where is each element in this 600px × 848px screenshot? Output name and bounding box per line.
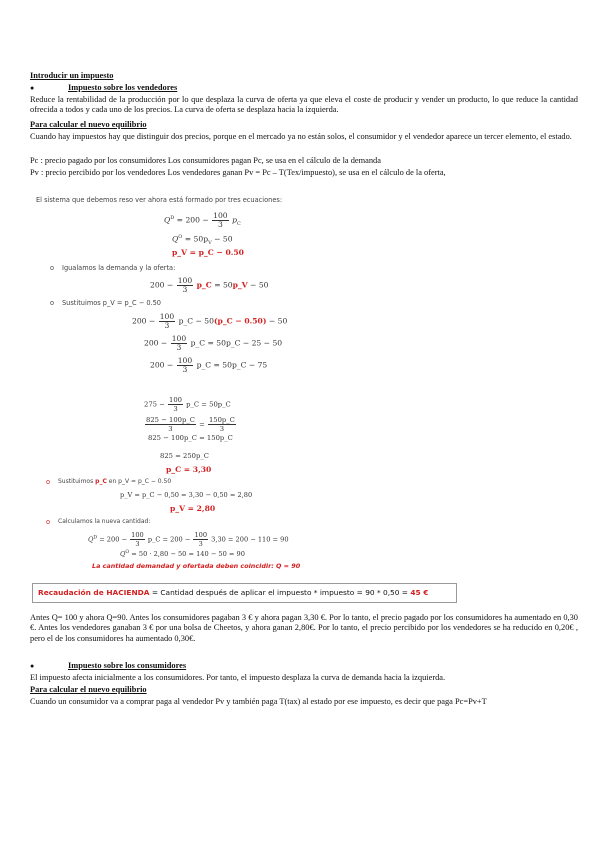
calc-paragraph: Cuando hay impuestos hay que distinguir dos precios, porque en el mercado ya no están solos, el consumidor y el vendedor aparece un tercer elemento, el estado. — [30, 132, 572, 141]
equation-quantity-supply: $Q^O = 50 \cdot 2,80 - 50 = 140 - 50 = 90$ — [120, 550, 245, 559]
bullet-icon: ● — [30, 662, 35, 670]
section2-calc-heading: Para calcular el nuevo equilibrio — [30, 685, 147, 694]
tax-revenue-formula: = Cantidad después de aplicar el impuesto * impuesto = 90 * 0,50 = — [149, 588, 411, 597]
system-intro: El sistema que debemos reso ver ahora está formado por tres ecuaciones: — [36, 196, 283, 204]
step-substitute-pc: Sustituimos p_C en p_V = p_C − 0.50 — [58, 478, 172, 485]
equation-pv: p_V = p_C − 0,50 = 3,30 − 0,50 = 2,80 — [120, 491, 253, 499]
equation-substituted: 200 − $\frac{100}{3}$ p_C − 50(p_C − 0.50) − 50 — [132, 312, 288, 330]
result-pc: p_C = 3,30 — [166, 465, 212, 474]
equation-demand: $Q^D = 200$ − $\frac{100}{3}$ $p_C$ — [164, 211, 241, 229]
result-pv: p_V = 2,80 — [170, 504, 216, 513]
equation-step-825-fraction: $\frac{825 - 100p\_C}{3}$ = $\frac{150p\_C}{3}$ — [146, 416, 235, 433]
step-bullet-icon: o — [50, 299, 55, 307]
step-bullet-icon: o — [46, 478, 51, 486]
bullet-icon: ● — [30, 84, 35, 92]
step-bullet-icon: o — [46, 518, 51, 526]
quantity-coincide-note: La cantidad demandad y ofertada deben coincidir: Q = 90 — [92, 562, 301, 570]
equation-simplified: 200 − $\frac{100}{3}$ p_C = 50p_C − 75 — [150, 356, 268, 374]
tax-revenue-value: 45 € — [410, 588, 429, 597]
section-title: Introducir un impuesto — [30, 71, 114, 80]
equation-tax-relation: p_V = p_C − 0.50 — [172, 248, 244, 257]
step-bullet-icon: o — [50, 264, 55, 272]
pv-definition: Pv : precio percibido por los vendedores Los vendedores ganan Pv = Pc – T(Tex/impuesto), se usa en el cálculo de la oferta, — [30, 168, 446, 177]
equation-equate: 200 − $\frac{100}{3}$ p_C = 50p_V − 50 — [150, 276, 269, 294]
section2-subtitle: Impuesto sobre los consumidores — [68, 661, 187, 670]
section2-calc-text: Cuando un consumidor va a comprar paga al vendedor Pv y también paga T(tax) al estado por ese impuesto, es decir que paga Pc=Pv+T — [30, 697, 487, 706]
equation-quantity-demand: $Q^D = 200$ − $\frac{100}{3}$ p_C = 200 − $\frac{100}{3}$ 3,30 = 200 − 110 = 90 — [88, 531, 289, 548]
conclusion-paragraph: Antes Q= 100 y ahora Q=90. Antes los consumidores pagaban 3 € y ahora pagan 3,30 €. Por lo tanto, el precio pagado por los consumidores ha aumentado en 0,30 €. Antes los vendedores ganaban 3 € por una bolsa de Cheetos, y ahora ganan 2,80€. Por lo tanto, el precio percibido por los vendedores se ha reducido en 0,20€ , pero el de los consumidores ha aumentado 0,30€. — [30, 613, 578, 643]
equation-expanded: 200 − $\frac{100}{3}$ p_C = 50p_C − 25 − 50 — [144, 334, 283, 352]
section2-intro: El impuesto afecta inicialmente a los consumidores. Por tanto, el impuesto desplaza la curva de demanda hacia la izquierda. — [30, 673, 446, 682]
calc-heading: Para calcular el nuevo equilibrio — [30, 120, 147, 129]
step-new-quantity: Calculamos la nueva cantidad: — [58, 518, 151, 525]
pc-definition: Pc : precio pagado por los consumidores Los consumidores pagan Pc, se usa en el cálculo de la demanda — [30, 156, 381, 165]
tax-revenue-label: Recaudación de HACIENDA — [38, 588, 150, 597]
tax-revenue-box — [32, 583, 457, 603]
equation-step-825: 825 − 100p_C = 150p_C — [148, 434, 233, 442]
equation-step-275: 275 − $\frac{100}{3}$ p_C = 50p_C — [144, 396, 231, 413]
intro-paragraph: Reduce la rentabilidad de la producción por lo que desplaza la curva de oferta ya que eleva el coste de producir y vender un producto, lo que reduce la cantidad ofrecida a todos y cada uno de los precios. La curva de oferta se desplaza hacia la izquierda. — [30, 95, 578, 115]
step-substitute: Sustituimos p_V = p_C − 0.50 — [62, 299, 161, 307]
equation-step-250: 825 = 250p_C — [160, 452, 209, 460]
step-equate: Igualamos la demanda y la oferta: — [62, 264, 176, 272]
equation-supply: $Q^O = 50p_V - 50$ — [172, 234, 233, 247]
section-subtitle: Impuesto sobre los vendedores — [68, 83, 178, 92]
